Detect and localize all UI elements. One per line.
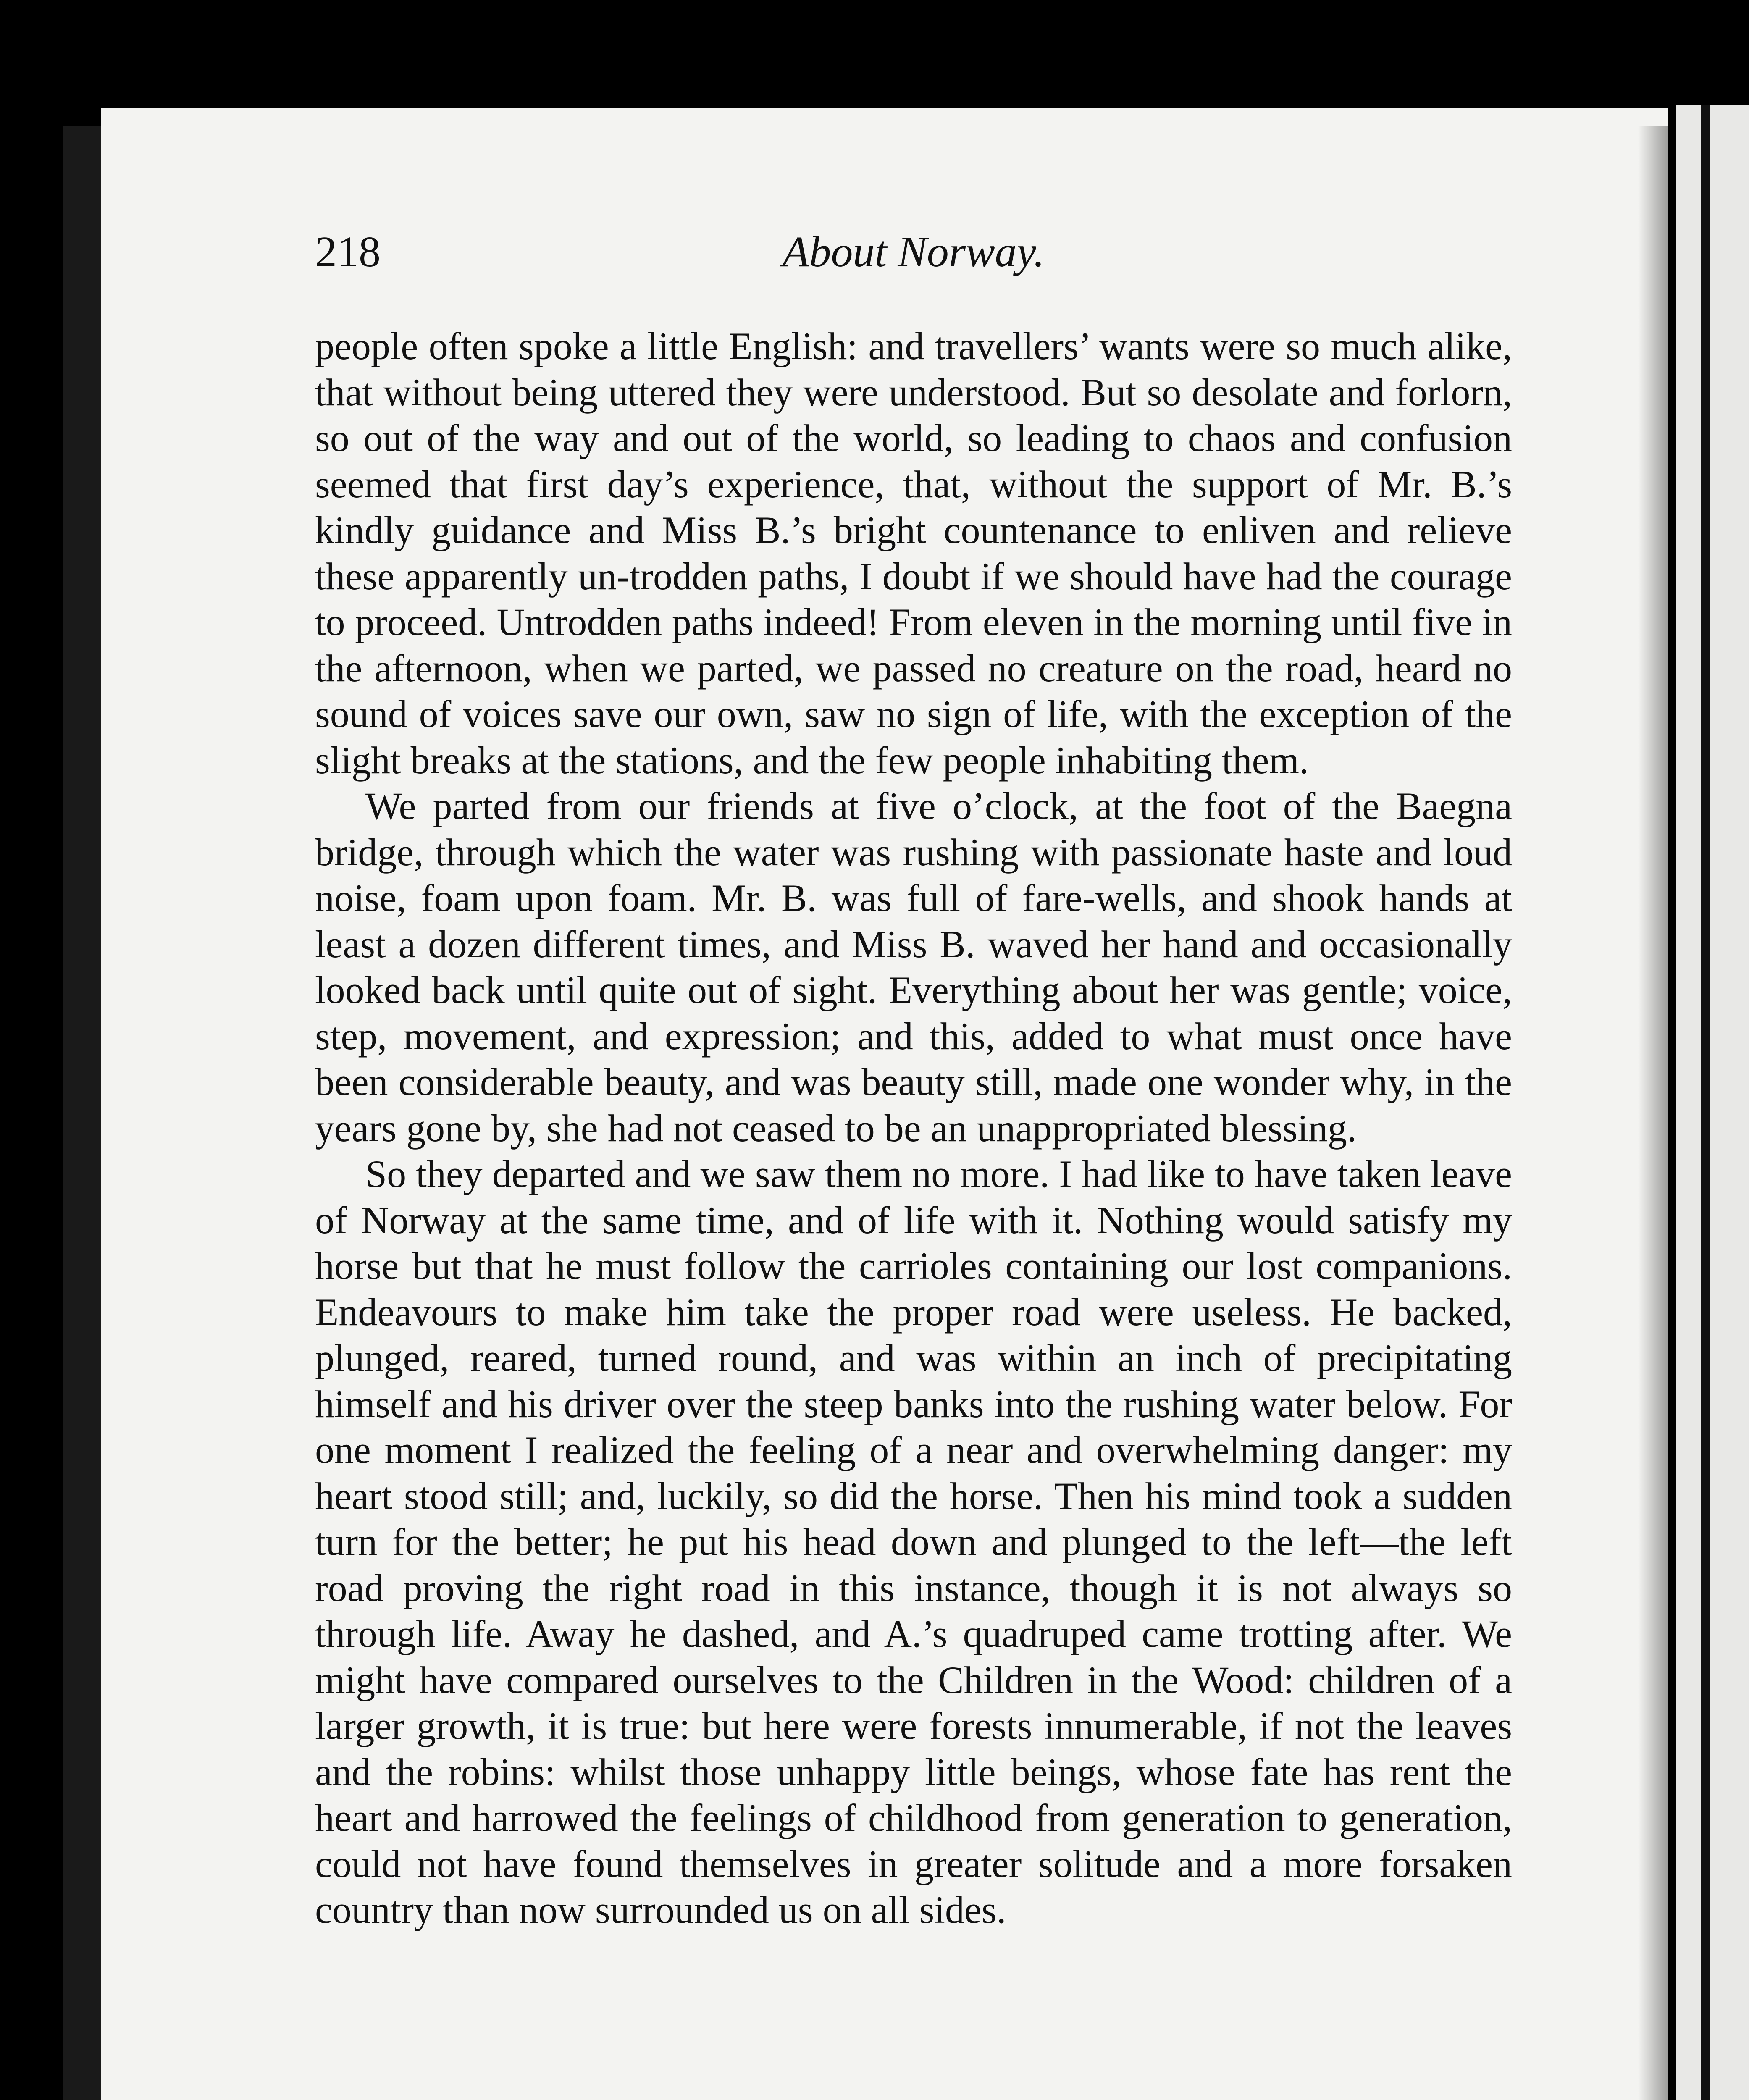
- facing-page-strip: [1676, 105, 1749, 2100]
- page-header: [315, 227, 1512, 281]
- facing-page-gutter: [1701, 105, 1710, 2100]
- paragraph-1: people often spoke a little English: and travellers’ wants were so much alike, that without being uttered they were understood. But so desolate and forlorn, so out of the way and out of the world, so leading to chaos and confusion seemed that first day’s experience, that, without the support of Mr. B.’s kindly guidance and Miss B.’s bright countenance to enliven and relieve these apparently un-trodden paths, I doubt if we should have had the courage to proceed. Untrodden paths indeed! From eleven in the morning until five in the afternoon, when we parted, we passed no creature on the road, heard no sound of voices save our own, saw no sign of life, with the exception of the slight breaks at the stations, and the few people inhabiting them.: [315, 325, 1512, 782]
- binding-shadow: [1638, 126, 1668, 2100]
- page-left-edge: [63, 126, 101, 2100]
- body-text: [315, 323, 1512, 1933]
- page-number: 218: [315, 228, 381, 276]
- paragraph-3: So they departed and we saw them no more. I had like to have taken leave of Norway at the same time, and of life with it. Nothing would satisfy my horse but that he must follow the carrioles containing our lost companions. Endeavours to make him take the proper road were useless. He backed, plunged, reared, turned round, and was within an inch of precipitating himself and his driver over the steep banks into the rushing water below. For one moment I realized the feeling of a near and overwhelming danger: my heart stood still; and, luckily, so did the horse. Then his mind took a sudden turn for the better; he put his head down and plunged to the left—the left road proving the right road in this instance, though it is not always so through life. Away he dashed, and A.’s quadruped came trotting after. We might have compared ourselves to the Children in the Wood: children of a larger growth, it is true: but here were forests innumerable, if not the leaves and the robins: whilst those unhappy little beings, whose fate has rent the heart and harrowed the feelings of childhood from generation to generation, could not have found themselves in greater solitude and a more forsaken country than now surrounded us on all sides.: [315, 1152, 1512, 1931]
- running-title: About Norway.: [782, 228, 1045, 276]
- paragraph-2: We parted from our friends at five o’clock, at the foot of the Baegna bridge, through which the water was rushing with passionate haste and loud noise, foam upon foam. Mr. B. was full of fare-wells, and shook hands at least a dozen different times, and Miss B. waved her hand and occasionally looked back until quite out of sight. Everything about her was gentle; voice, step, movement, and expression; and this, added to what must once have been considerable beauty, and was beauty still, made one wonder why, in the years gone by, she had not ceased to be an unappropriated blessing.: [315, 785, 1512, 1150]
